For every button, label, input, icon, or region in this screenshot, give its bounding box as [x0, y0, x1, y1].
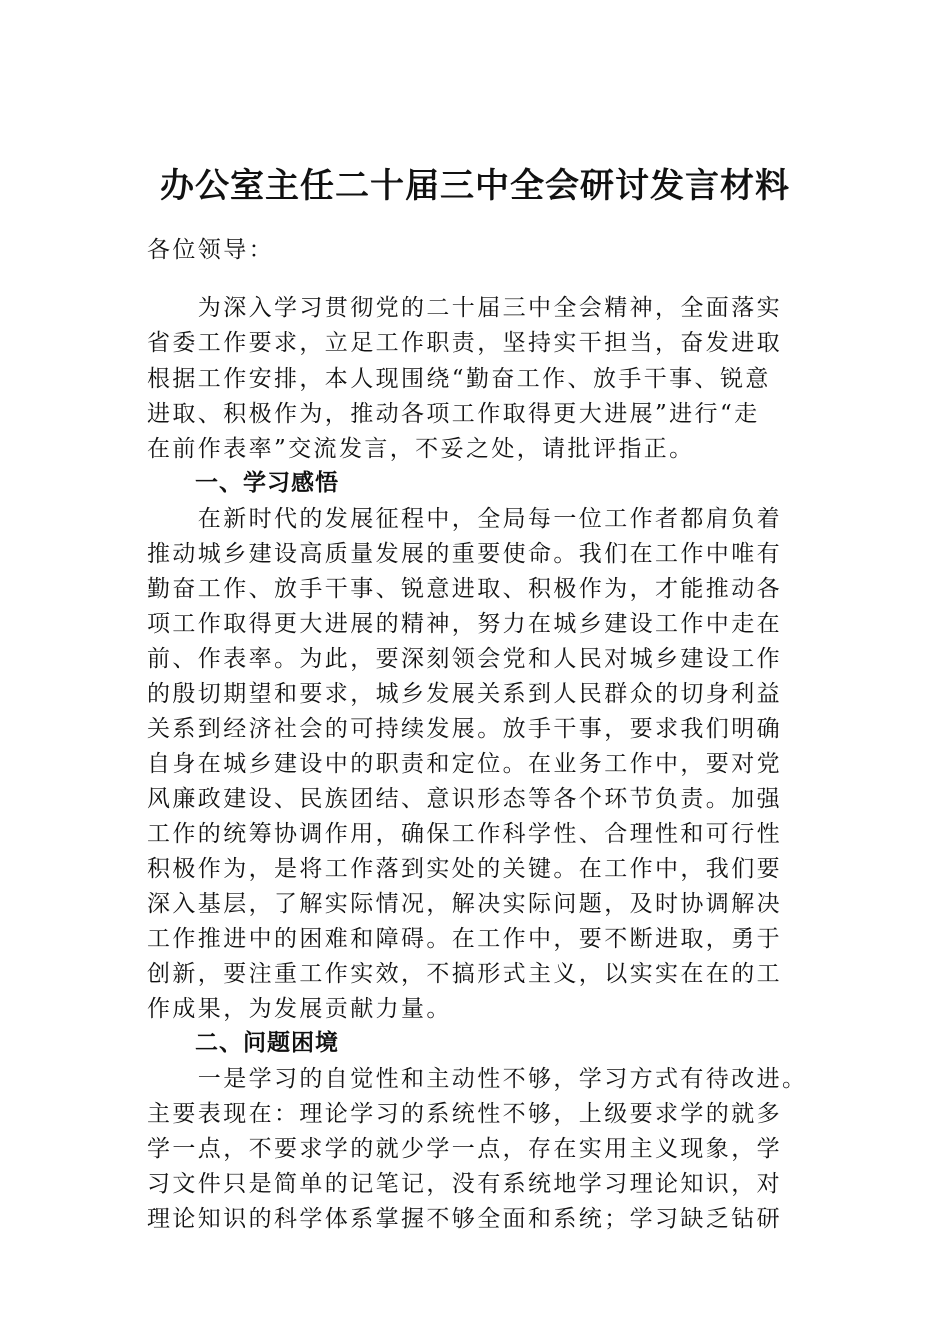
body-line: 作成果，为发展贡献力量。: [147, 996, 452, 1022]
body-line: 推动城乡建设高质量发展的重要使命。我们在工作中唯有: [147, 541, 782, 567]
body-line: 学一点，不要求学的就少学一点，存在实用主义现象，学: [147, 1136, 782, 1162]
section-heading-1: 一、学习感悟: [147, 470, 339, 496]
body-line: 在新时代的发展征程中，全局每一位工作者都肩负着: [147, 506, 782, 532]
body-line: 风廉政建设、民族团结、意识形态等各个环节负责。加强: [147, 786, 782, 812]
body-line: 习文件只是简单的记笔记，没有系统地学习理论知识，对: [147, 1171, 782, 1197]
body-line: 关系到经济社会的可持续发展。放手干事，要求我们明确: [147, 716, 782, 742]
body-line: 创新，要注重工作实效，不搞形式主义，以实实在在的工: [147, 961, 782, 987]
body-line: 积极作为，是将工作落到实处的关键。在工作中，我们要: [147, 856, 782, 882]
body-line: 深入基层，了解实际情况，解决实际问题，及时协调解决: [147, 891, 782, 917]
body-line: 省委工作要求，立足工作职责，坚持实干担当，奋发进取: [147, 330, 782, 356]
body-line: 自身在城乡建设中的职责和定位。在业务工作中，要对党: [147, 751, 782, 777]
body-line: 理论知识的科学体系掌握不够全面和系统；学习缺乏钻研: [147, 1206, 782, 1232]
body-line: 根据工作安排，本人现围绕“勤奋工作、放手干事、锐意: [147, 366, 771, 392]
body-line: 在前作表率”交流发言，不妥之处，请批评指正。: [147, 436, 695, 462]
body-line: 工作推进中的困难和障碍。在工作中，要不断进取，勇于: [147, 926, 782, 952]
body-line: 主要表现在：理论学习的系统性不够，上级要求学的就多: [147, 1101, 782, 1127]
document-title: 办公室主任二十届三中全会研讨发言材料: [160, 166, 790, 206]
body-line: 为深入学习贯彻党的二十届三中全会精神，全面落实: [147, 295, 782, 321]
body-line: 的殷切期望和要求，城乡发展关系到人民群众的切身利益: [147, 681, 782, 707]
body-line: 勤奋工作、放手干事、锐意进取、积极作为，才能推动各: [147, 576, 782, 602]
salutation: 各位领导：: [147, 237, 274, 263]
body-line: 项工作取得更大进展的精神，努力在城乡建设工作中走在: [147, 611, 782, 637]
body-line: 一是学习的自觉性和主动性不够，学习方式有待改进。: [147, 1066, 808, 1092]
body-line: 工作的统筹协调作用，确保工作科学性、合理性和可行性: [147, 821, 782, 847]
body-line: 前、作表率。为此，要深刻领会党和人民对城乡建设工作: [147, 646, 782, 672]
section-heading-2: 二、问题困境: [147, 1030, 339, 1056]
body-line: 进取、积极作为，推动各项工作取得更大进展”进行“走: [147, 401, 760, 427]
